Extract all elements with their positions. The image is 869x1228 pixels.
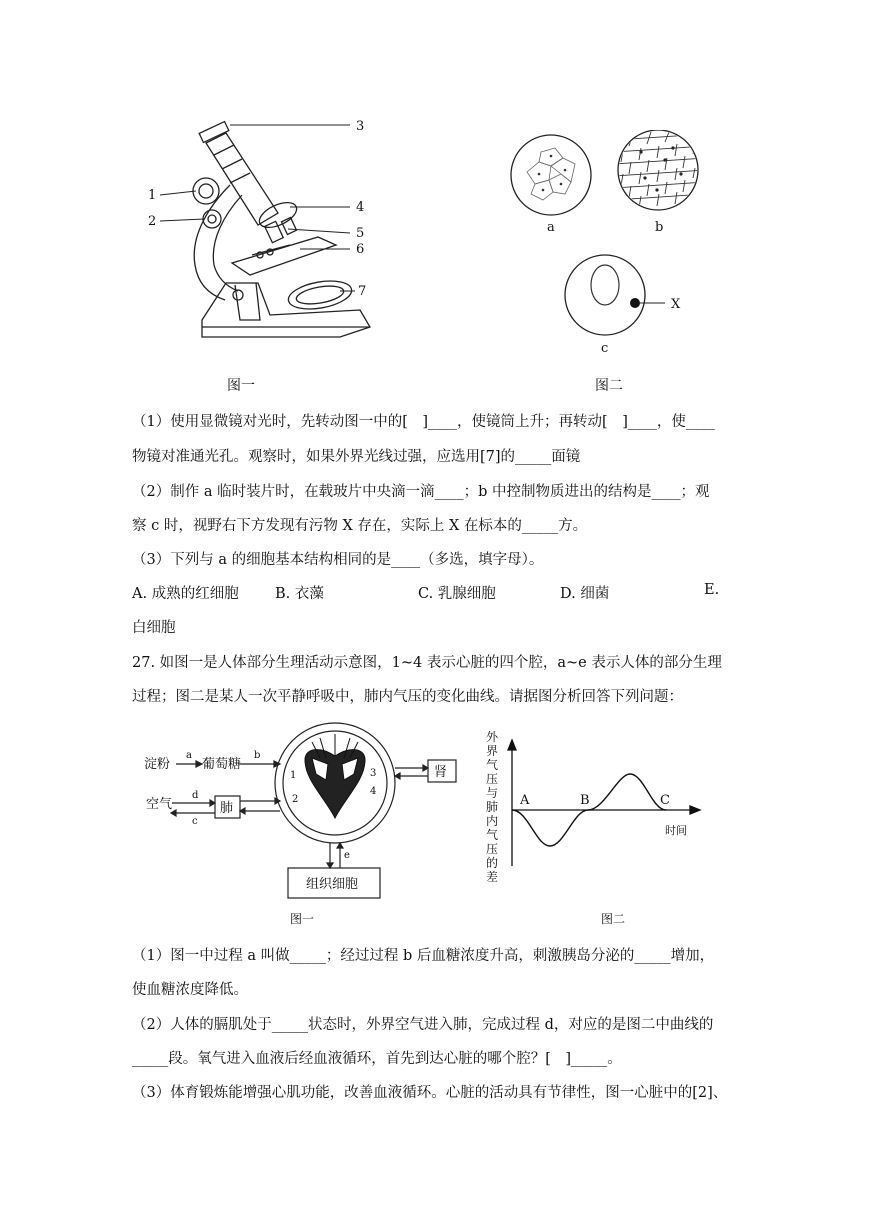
microscope-label-4: 4 <box>356 200 365 215</box>
microscope-label-5: 5 <box>356 226 365 241</box>
process-label-e: e <box>344 850 350 861</box>
q27-part2-line1: （2）人体的膈肌处于_____状态时，外界空气进入肺，完成过程 d，对应的是图二中曲线的 <box>132 1017 714 1033</box>
chamber-label-1: 1 <box>290 770 297 781</box>
q26-part3-line1: （3）下列与 a 的细胞基本结构相同的是____（多选，填字母）。 <box>132 552 544 568</box>
process-label-a: a <box>186 750 192 761</box>
q26-part2-line1: （2）制作 a 临时装片时，在载玻片中央滴一滴____；b 中控制物质进出的结构是____；观 <box>132 484 710 500</box>
q26-option-c: C. 乳腺细胞 <box>418 586 496 602</box>
q27-part1-line1: （1）图一中过程 a 叫做_____；经过过程 b 后血糖浓度升高，刺激胰岛分泌的_____增加， <box>132 948 715 964</box>
figure-caption-top-1: 图一 <box>227 378 255 394</box>
pressure-chart-ylabel: 外界气压与肺内气压的差 <box>486 730 499 884</box>
q26-part1-line2: 物镜对准通光孔。观察时，如果外界光线过强，应选用[7]的_____面镜 <box>132 449 581 465</box>
cells-figure <box>505 130 730 360</box>
figure-caption-top-2: 图二 <box>595 378 623 394</box>
q27-stem-line2: 过程；图二是某人一次平静呼吸中，肺内气压的变化曲线。请据图分析回答下列问题： <box>132 689 683 705</box>
chamber-label-4: 4 <box>370 786 377 797</box>
q26-option-e: E. <box>704 582 720 598</box>
q26-option-a: A. 成熟的红细胞 <box>132 586 239 602</box>
q27-part3-line1: （3）体育锻炼能增强心肌功能，改善血液循环。心脏的活动具有节律性，图一心脏中的[2]、 <box>132 1085 728 1101</box>
diagram-tissue-cells: 组织细胞 <box>306 877 359 892</box>
diagram-glucose: 葡萄糖 <box>202 757 242 772</box>
microscope-figure <box>140 115 380 350</box>
curve-point-a: A <box>520 793 530 808</box>
cell-label-c: c <box>601 341 609 356</box>
q27-part2-line2: _____段。氧气进入血液后经血液循环，首先到达心脏的哪个腔？[ ]_____。 <box>132 1051 622 1067</box>
process-label-d: d <box>192 790 199 801</box>
curve-point-b: B <box>580 793 590 808</box>
process-label-c: c <box>192 816 198 827</box>
cell-label-a: a <box>547 220 555 235</box>
q26-part1-line1: （1）使用显微镜对光时，先转动图一中的[ ]____，使镜筒上升；再转动[ ]____，使____ <box>132 414 715 430</box>
microscope-label-6: 6 <box>356 242 365 257</box>
diagram-air: 空气 <box>146 797 173 812</box>
microscope-label-2: 2 <box>148 214 157 229</box>
q26-option-d: D. 细菌 <box>560 586 610 602</box>
curve-point-c: C <box>660 793 670 808</box>
process-label-b: b <box>254 750 261 761</box>
diagram-kidney: 肾 <box>434 765 448 780</box>
circulation-diagram <box>140 718 470 913</box>
microscope-label-7: 7 <box>358 284 367 299</box>
figure-caption-bottom-2: 图二 <box>601 912 626 926</box>
q27-part1-line2: 使血糖浓度降低。 <box>132 982 248 998</box>
q27-stem-line1: 27. 如图一是人体部分生理活动示意图，1~4 表示心脏的四个腔，a~e 表示人体的部分生理 <box>132 655 722 671</box>
debris-label-x: X <box>671 297 681 312</box>
pressure-chart <box>500 738 710 868</box>
q26-option-e-continued: 白细胞 <box>132 620 176 636</box>
microscope-label-3: 3 <box>356 119 365 134</box>
microscope-label-1: 1 <box>148 188 157 203</box>
pressure-chart-xlabel: 时间 <box>665 824 687 837</box>
figure-caption-bottom-1: 图一 <box>290 912 315 926</box>
q26-part2-line2: 察 c 时，视野右下方发现有污物 X 存在，实际上 X 在标本的_____方。 <box>132 518 588 534</box>
diagram-starch: 淀粉 <box>144 757 171 772</box>
diagram-lung: 肺 <box>220 801 234 816</box>
cell-label-b: b <box>655 220 664 235</box>
chamber-label-3: 3 <box>370 768 377 779</box>
chamber-label-2: 2 <box>292 794 299 805</box>
q26-option-b: B. 衣藻 <box>275 586 324 602</box>
